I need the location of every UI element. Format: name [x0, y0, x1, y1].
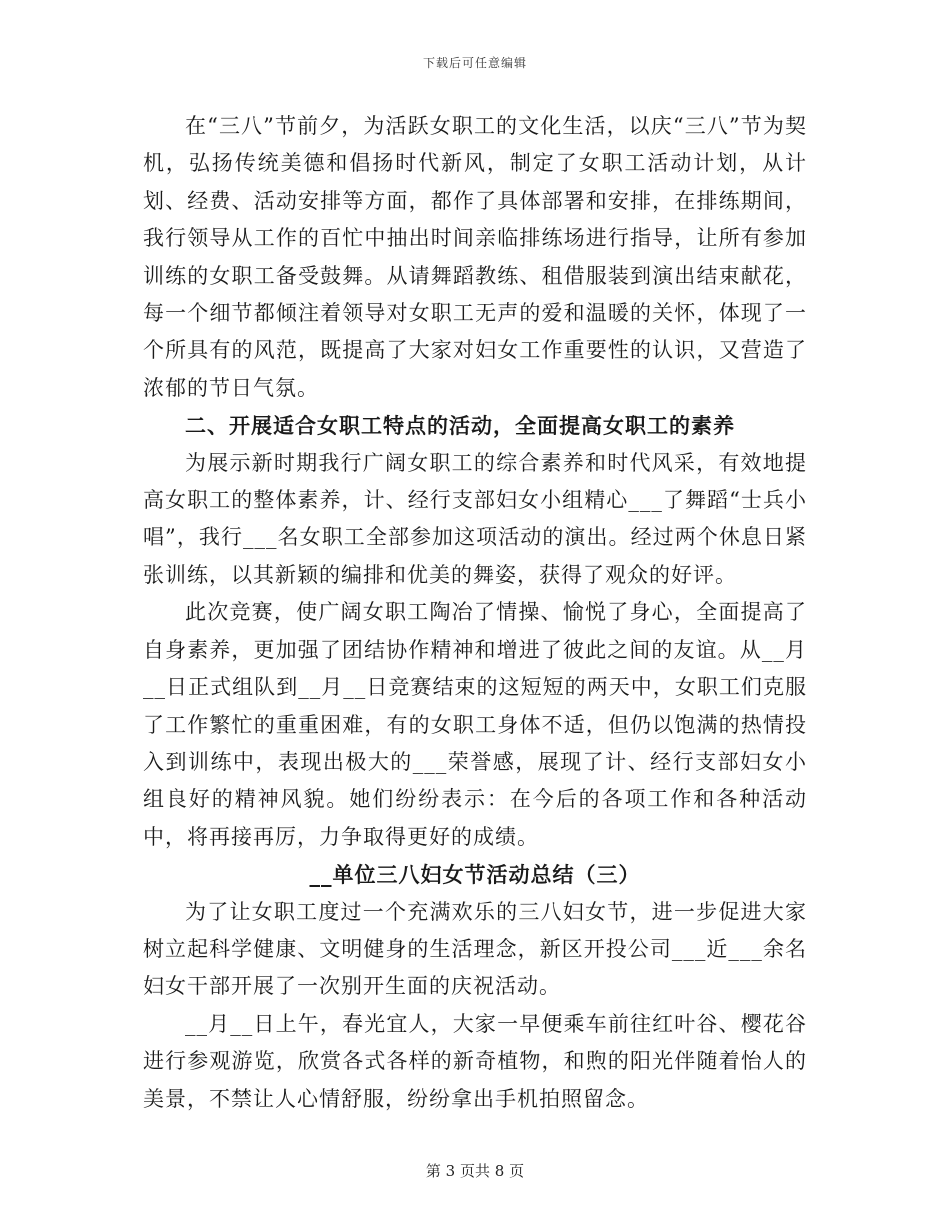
page-number: 第 3 页共 8 页	[425, 1162, 525, 1180]
document-body	[143, 108, 807, 1118]
section-heading: 二、开展适合女职工特点的活动，全面提高女职工的素养	[185, 413, 735, 439]
paragraph: 为展示新时期我行广阔女职工的综合素养和时代风采，有效地提高女职工的整体素养，计、经行支部妇女小组精心___了舞蹈“士兵小唱”，我行___名女职工全部参加这项活动的演出。经过两个休息日紧张训练，以其新颖的编排和优美的舞姿，获得了观众的好评。	[143, 450, 807, 587]
paragraph: 在“三八”节前夕，为活跃女职工的文化生活，以庆“三八”节为契机，弘扬传统美德和倡扬时代新风，制定了女职工活动计划，从计划、经费、活动安排等方面，都作了具体部署和安排，在排练期间，我行领导从工作的百忙中抽出时间亲临排练场进行指导，让所有参加训练的女职工备受鼓舞。从请舞蹈教练、租借服装到演出结束献花，每一个细节都倾注着领导对女职工无声的爱和温暖的关怀，体现了一个所具有的风范，既提高了大家对妇女工作重要性的认识，又营造了浓郁的节日气氛。	[143, 114, 807, 400]
paragraph: __月__日上午，春光宜人，大家一早便乘车前往红叶谷、樱花谷进行参观游览，欣赏各式各样的新奇植物，和煦的阳光伴随着怡人的美景，不禁让人心情舒服，纷纷拿出手机拍照留念。	[143, 1011, 807, 1111]
paragraph: 为了让女职工度过一个充满欢乐的三八妇女节，进一步促进大家树立起科学健康、文明健身的生活理念，新区开投公司___近___余名妇女干部开展了一次别开生面的庆祝活动。	[143, 899, 807, 999]
document-title: __单位三八妇女节活动总结（三）	[309, 862, 641, 888]
page-header: 下载后可任意编辑	[422, 56, 527, 70]
paragraph: 此次竞赛，使广阔女职工陶冶了情操、愉悦了身心，全面提高了自身素养，更加强了团结协作精神和增进了彼此之间的友谊。从__月__日正式组队到__月__日竞赛结束的这短短的两天中，女职工们克服了工作繁忙的重重困难，有的女职工身体不适，但仍以饱满的热情投入到训练中，表现出极大的___荣誉感，展现了计、经行支部妇女小组良好的精神风貌。她们纷纷表示：在今后的各项工作和各种活动中，将再接再厉，力争取得更好的成绩。	[143, 600, 807, 849]
